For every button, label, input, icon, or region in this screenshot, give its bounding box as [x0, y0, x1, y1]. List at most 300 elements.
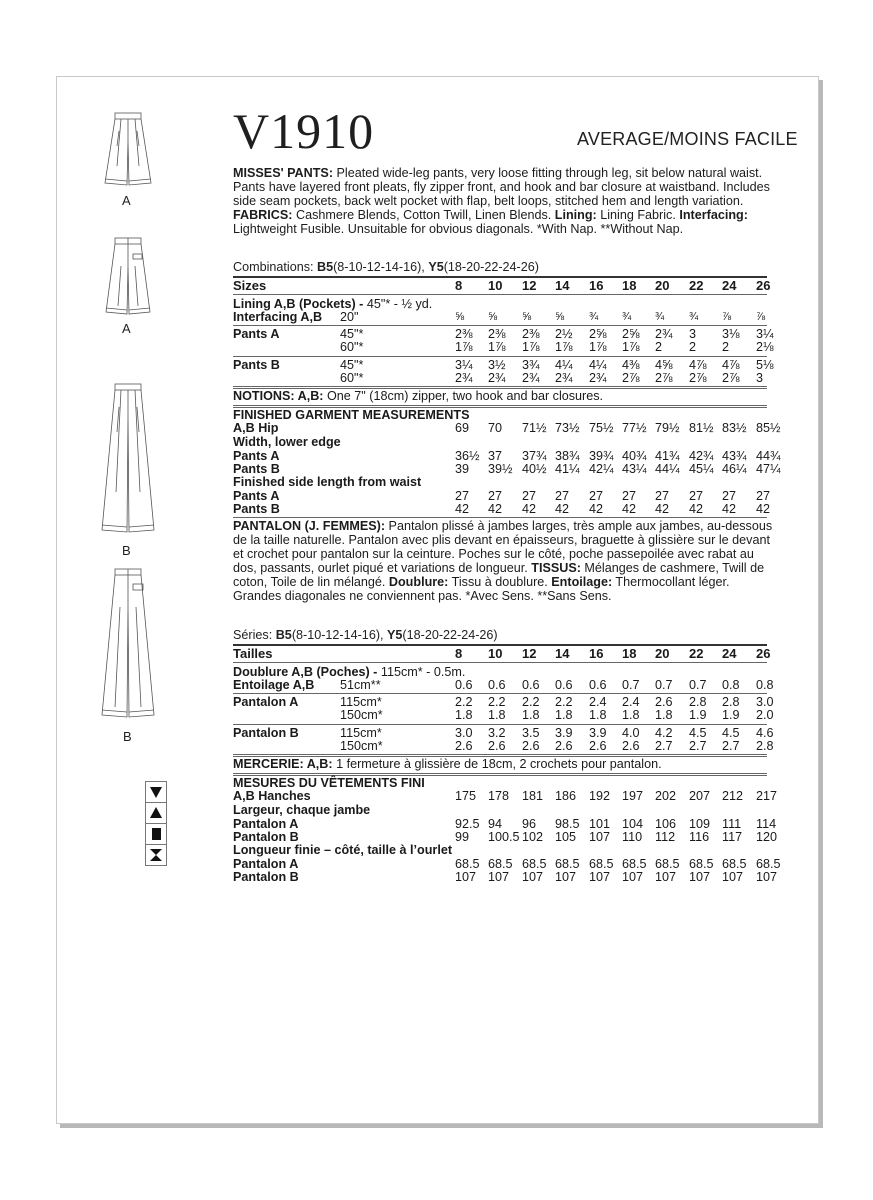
cell-value: 47¼ [756, 462, 781, 476]
fabric-width: 150cm* [340, 739, 383, 753]
cell-value: 18 [622, 278, 637, 293]
sizes-header-row [233, 647, 773, 660]
cell-value: 1.9 [689, 708, 707, 722]
cell-value: 3⅛ [722, 327, 740, 341]
cell-value: 1.9 [722, 708, 740, 722]
cell-value: 42¾ [689, 449, 714, 463]
difficulty-label: AVERAGE/MOINS FACILE [577, 129, 798, 149]
cell-value: 39½ [488, 462, 513, 476]
layout-symbols [145, 781, 167, 866]
cell-value: 107 [455, 870, 477, 884]
cell-value: 27 [488, 489, 503, 503]
cell-value: 2.6 [488, 739, 506, 753]
cell-value: 207 [689, 789, 711, 803]
cell-value: 3.2 [488, 726, 506, 740]
cell-value: 2⅛ [756, 340, 774, 354]
cell-value: 79½ [655, 421, 680, 435]
cell-value: 98.5 [555, 817, 580, 831]
cell-value: 212 [722, 789, 744, 803]
cell-value: 77½ [622, 421, 647, 435]
pants-b-row-2 [233, 372, 773, 385]
cell-value: 2¾ [655, 327, 673, 341]
cell-value: 0.6 [455, 678, 473, 692]
cell-value: 27 [455, 489, 470, 503]
section-text: 1 fermeture à glissière de 18cm, 2 crochets pour pantalon. [332, 757, 662, 771]
cell-value: 2 [722, 340, 730, 354]
cell-value: 69 [455, 421, 470, 435]
row-label: Entoilage A,B [233, 678, 315, 692]
cell-value: 68.5 [455, 857, 480, 871]
cell-value: 16 [589, 278, 604, 293]
cell-value: 44¼ [655, 462, 680, 476]
cell-value: 94 [488, 817, 503, 831]
cell-value: 1⅞ [522, 340, 540, 354]
cell-value: 2½ [555, 327, 573, 341]
triangle-up-icon [146, 803, 166, 824]
cell-value: 4.6 [756, 726, 774, 740]
cell-value: 202 [655, 789, 677, 803]
cell-value: ¾ [689, 311, 699, 323]
cell-value: 107 [722, 870, 744, 884]
cell-value: 4.5 [722, 726, 740, 740]
cell-value: 120 [756, 830, 778, 844]
lining-value: 115cm* - 0.5m. [380, 665, 466, 679]
cell-value: 42 [722, 502, 737, 516]
fabric-width: 150cm* [340, 708, 383, 722]
row-label: Pantalon B [233, 870, 299, 884]
cell-value: 71½ [522, 421, 547, 435]
row-label: Pants A [233, 449, 280, 463]
combo-y5-sizes: (18-20-22-24-26) [402, 628, 498, 642]
cell-value: 107 [689, 870, 711, 884]
cell-value: 2⅜ [455, 327, 473, 341]
cell-value: 42 [455, 502, 470, 516]
cell-value: 24 [722, 646, 737, 661]
description-en [233, 166, 773, 236]
combinations-fr [233, 628, 498, 642]
tissus-text: Mélanges de cashmere, Twill de coton, Toile de lin mélangé. [233, 561, 765, 590]
cell-value: 109 [689, 817, 711, 831]
cell-value: 43¾ [722, 449, 747, 463]
cell-value: 3.5 [522, 726, 540, 740]
pattern-envelope-back [56, 76, 819, 1124]
doublure-label: Doublure: [388, 575, 449, 590]
cell-value: 100.5 [488, 830, 520, 844]
cell-value: ⅝ [555, 311, 565, 323]
cell-value: 107 [589, 870, 611, 884]
combo-b5-sizes: (8-10-12-14-16), [333, 260, 429, 274]
cell-value: 2¾ [589, 371, 607, 385]
square-icon [146, 824, 166, 845]
cell-value: 2.6 [622, 739, 640, 753]
cell-value: 0.7 [689, 678, 707, 692]
section-label: Longueur finie – côté, taille à l’ourlet [233, 843, 453, 857]
cell-value: 2.6 [522, 739, 540, 753]
cell-value: 68.5 [589, 857, 614, 871]
cell-value: 116 [689, 830, 710, 844]
cell-value: 110 [622, 830, 643, 844]
cell-value: 2.7 [655, 739, 673, 753]
entoilage-label: Entoilage: [551, 575, 613, 590]
cell-value: 42 [522, 502, 537, 516]
sizes-header-row [233, 279, 773, 292]
cell-value: 42¼ [589, 462, 614, 476]
cell-value: ¾ [622, 311, 632, 323]
cell-value: 42 [555, 502, 570, 516]
cell-value: 46¼ [722, 462, 747, 476]
cell-value: 22 [689, 278, 704, 293]
cell-value: 8 [455, 646, 463, 661]
row-label: Pantalon B [233, 830, 299, 844]
tissus-label: TISSUS: [531, 561, 581, 576]
fabric-width: 115cm* [340, 695, 382, 709]
cell-value: 2.6 [655, 695, 673, 709]
cell-value: 2.8 [722, 695, 740, 709]
row-label: Doublure A,B (Poches) - [233, 665, 381, 679]
drawing-label: B [123, 729, 132, 744]
cell-value: 26 [756, 278, 771, 293]
cell-value: 4¼ [589, 358, 607, 372]
cell-value: 186 [555, 789, 577, 803]
cell-value: ⅞ [722, 311, 732, 323]
divider [233, 773, 767, 774]
cell-value: 39 [455, 462, 470, 476]
cell-value: 2 [655, 340, 663, 354]
cell-value: 107 [522, 870, 544, 884]
cell-value: 1⅞ [555, 340, 573, 354]
fabric-width: 60"* [340, 340, 364, 354]
cell-value: 2⅝ [589, 327, 607, 341]
cell-value: 4⅞ [722, 358, 740, 372]
pants-a-front-drawing [103, 111, 153, 191]
row-label: Tailles [233, 646, 273, 661]
pattern-number: V1910 [233, 103, 375, 159]
cell-value: 14 [555, 278, 570, 293]
cell-value: 42 [756, 502, 771, 516]
cell-value: ⅝ [455, 311, 465, 323]
row-label: Pantalon A [233, 817, 299, 831]
cell-value: 4.5 [689, 726, 707, 740]
cell-value: 2⅞ [622, 371, 640, 385]
divider [233, 754, 767, 755]
cell-value: 42 [488, 502, 503, 516]
cell-value: 27 [655, 489, 670, 503]
cell-value: 2⅜ [488, 327, 506, 341]
cell-value: 1⅞ [589, 340, 607, 354]
combo-y5: Y5 [387, 628, 403, 642]
section-label: Width, lower edge [233, 435, 341, 449]
cell-value: 22 [689, 646, 704, 661]
combo-y5: Y5 [428, 260, 444, 274]
cell-value: 2⅜ [522, 327, 540, 341]
cell-value: 2¾ [522, 371, 540, 385]
divider [233, 294, 767, 295]
description-fr [233, 519, 773, 604]
cell-value: 37¾ [522, 449, 547, 463]
cell-value: 43¼ [622, 462, 647, 476]
cell-value: 1.8 [655, 708, 673, 722]
cell-value: 1⅞ [488, 340, 506, 354]
cell-value: 2.2 [455, 695, 473, 709]
length-heading [233, 844, 452, 857]
cell-value: 96 [522, 817, 537, 831]
cell-value: 2.2 [555, 695, 573, 709]
cell-value: 102 [522, 830, 544, 844]
interfacing-label: Interfacing: [679, 208, 748, 223]
cell-value: ¾ [589, 311, 599, 323]
hip-row [233, 789, 778, 803]
row-label: Pants A [233, 489, 280, 503]
cell-value: 12 [522, 278, 537, 293]
lining-value: 45"* - ½ yd. [366, 297, 433, 311]
cell-value: 0.6 [488, 678, 506, 692]
cell-value: 2.4 [622, 695, 640, 709]
cell-value: 42 [655, 502, 670, 516]
doublure-text: Tissu à doublure. [448, 575, 552, 590]
cell-value: 107 [756, 870, 778, 884]
cell-value: 42 [622, 502, 637, 516]
cell-value: 2.7 [689, 739, 707, 753]
divider [233, 662, 767, 663]
cell-value: 107 [622, 870, 644, 884]
cell-value: 18 [622, 646, 637, 661]
cell-value: 2.6 [455, 739, 473, 753]
combo-b5-sizes: (8-10-12-14-16), [291, 628, 388, 642]
fabric-width: 45"* [340, 327, 364, 341]
section-label: NOTIONS: A,B: [233, 389, 324, 403]
length-heading [233, 476, 421, 489]
cell-value: 1.8 [555, 708, 573, 722]
cell-value: 101 [589, 817, 611, 831]
cell-value: 192 [589, 789, 611, 803]
cell-value: 10 [488, 646, 503, 661]
section-label: MERCERIE: A,B: [233, 757, 333, 771]
divider [233, 356, 767, 357]
cell-value: 2¾ [455, 371, 473, 385]
combo-y5-sizes: (18-20-22-24-26) [443, 260, 539, 274]
cell-value: 20 [655, 646, 670, 661]
cell-value: 4⅝ [655, 358, 673, 372]
cell-value: 0.6 [555, 678, 573, 692]
cell-value: 181 [522, 789, 544, 803]
cell-value: 42 [589, 502, 604, 516]
cell-value: 197 [622, 789, 644, 803]
cell-value: 107 [488, 870, 510, 884]
cell-value: 3 [689, 327, 697, 341]
cell-value: 4.0 [622, 726, 640, 740]
cell-value: 27 [722, 489, 737, 503]
cell-value: 175 [455, 789, 477, 803]
cell-value: 178 [488, 789, 510, 803]
divider [233, 693, 767, 694]
cell-value: 41¾ [655, 449, 680, 463]
row-label: Lining A,B (Pockets) - [233, 297, 367, 311]
row-label: A,B Hip [233, 421, 279, 435]
cell-value: 2 [689, 340, 697, 354]
cell-value: 45¼ [689, 462, 714, 476]
cell-value: 2⅞ [655, 371, 673, 385]
cell-value: 4¼ [555, 358, 573, 372]
row-label: Pants B [233, 462, 280, 476]
cell-value: 0.7 [655, 678, 673, 692]
cell-value: 68.5 [522, 857, 547, 871]
cell-value: 99 [455, 830, 470, 844]
divider [233, 724, 767, 725]
cell-value: 85½ [756, 421, 781, 435]
width-heading [233, 804, 370, 817]
cell-value: ⅝ [488, 311, 498, 323]
row-label: Pantalon A [233, 857, 299, 871]
drawing-label: B [122, 543, 131, 558]
cell-value: 1.8 [622, 708, 640, 722]
cell-value: 1⅞ [622, 340, 640, 354]
cell-value: 27 [522, 489, 537, 503]
cell-value: 70 [488, 421, 503, 435]
cell-value: 39¾ [589, 449, 614, 463]
pants-a-back-drawing [103, 236, 153, 320]
divider [233, 517, 767, 518]
cell-value: 2⅞ [689, 371, 707, 385]
divider [233, 325, 767, 326]
drawing-label: A [122, 193, 131, 208]
cell-value: 2¾ [488, 371, 506, 385]
cell-value: 68.5 [655, 857, 680, 871]
cell-value: 111 [722, 817, 742, 831]
cell-value: 2.8 [689, 695, 707, 709]
cell-value: 12 [522, 646, 537, 661]
row-label: Pants B [233, 502, 280, 516]
fabrics-label: FABRICS: [233, 208, 293, 223]
cell-value: 2.8 [756, 739, 774, 753]
cell-value: 14 [555, 646, 570, 661]
pants-b-front-drawing [100, 382, 156, 542]
row-label: Pantalon A [233, 695, 299, 709]
cell-value: 37 [488, 449, 503, 463]
cell-value: 38¾ [555, 449, 580, 463]
notions [233, 390, 603, 403]
entoilage-text: Thermocollant léger. Grandes diagonales ne conviennent pas. *Avec Sens. **Sans Sens. [233, 575, 730, 604]
section-label: Finished side length from waist [233, 475, 422, 489]
cell-value: 104 [622, 817, 644, 831]
cell-value: 2.2 [488, 695, 506, 709]
row-label: Pants B [233, 358, 280, 372]
cell-value: 0.6 [522, 678, 540, 692]
description-heading: MISSES' PANTS: [233, 166, 334, 180]
cell-value: 4.2 [655, 726, 673, 740]
cell-value: 107 [655, 870, 677, 884]
fabrics-text: Cashmere Blends, Cotton Twill, Linen Blends. [292, 208, 555, 223]
divider [233, 405, 767, 406]
description-text: Pantalon plissé à jambes larges, très ample aux jambes, au-dessous de la taille naturelle. Pantalon avec plis devant en épaisseurs, braguette à glissière sur le devant et crochet pour pantalon sur la ceinture. Poches sur le côté, poche passepoilée avec rabat au dos, passants, ourlet piqué et variations de longueur. [233, 519, 773, 576]
section-label: FINISHED GARMENT MEASUREMENTS [233, 408, 470, 422]
cell-value: 0.8 [756, 678, 774, 692]
cell-value: 106 [655, 817, 677, 831]
cell-value: 3¾ [522, 358, 540, 372]
cell-value: 42 [689, 502, 704, 516]
cell-value: 40½ [522, 462, 547, 476]
section-label: MESURES DU VÊTEMENTS FINI [233, 776, 425, 790]
row-label: Sizes [233, 278, 267, 293]
cell-value: 27 [622, 489, 637, 503]
lining-text: Lining Fabric. [596, 208, 680, 223]
fabric-width: 60"* [340, 371, 364, 385]
cell-value: 73½ [555, 421, 580, 435]
cell-value: 27 [689, 489, 704, 503]
cell-value: 68.5 [555, 857, 580, 871]
interfacing-row [233, 679, 773, 692]
combinations-en [233, 260, 539, 274]
combinations-prefix: Combinations: [233, 260, 317, 274]
cell-value: 1⅞ [455, 340, 473, 354]
pants-b-row-2 [233, 740, 773, 753]
cell-value: 107 [589, 830, 611, 844]
cell-value: 2.2 [522, 695, 540, 709]
width-heading [233, 436, 341, 449]
cell-value: 3½ [488, 358, 506, 372]
interfacing-row [233, 311, 773, 324]
fabric-width: 45"* [340, 358, 364, 372]
cell-value: 68.5 [722, 857, 747, 871]
cell-value: 2¾ [555, 371, 573, 385]
cell-value: 1.8 [589, 708, 607, 722]
cell-value: 117 [722, 830, 743, 844]
cell-value: 3.9 [555, 726, 573, 740]
cell-value: 27 [589, 489, 604, 503]
cell-value: ⅝ [522, 311, 532, 323]
notions [233, 758, 662, 771]
cell-value: 4⅞ [689, 358, 707, 372]
cell-value: 105 [555, 830, 577, 844]
cell-value: 27 [756, 489, 771, 503]
triangle-down-icon [146, 782, 166, 803]
cell-value: 217 [756, 789, 778, 803]
cell-value: 44¾ [756, 449, 781, 463]
cell-value: 3.0 [756, 695, 774, 709]
cell-value: 40¾ [622, 449, 647, 463]
cell-value: 24 [722, 278, 737, 293]
cell-value: 112 [655, 830, 676, 844]
cell-value: 0.7 [622, 678, 640, 692]
cell-value: 2⅝ [622, 327, 640, 341]
row-label: Interfacing A,B [233, 310, 323, 324]
cell-value: ⅞ [756, 311, 766, 323]
cell-value: 2⅞ [722, 371, 740, 385]
cell-value: 2.7 [722, 739, 740, 753]
cell-value: 26 [756, 646, 771, 661]
cell-value: 3¼ [455, 358, 473, 372]
hourglass-icon [146, 845, 166, 865]
pants-b-back-drawing [100, 567, 156, 727]
fabric-width: 51cm** [340, 678, 381, 692]
hip-row [233, 421, 781, 435]
section-label: Largeur, chaque jambe [233, 803, 371, 817]
cell-value: ¾ [655, 311, 665, 323]
cell-value: 5⅛ [756, 358, 774, 372]
fabric-width: 20" [340, 310, 359, 324]
cell-value: 75½ [589, 421, 614, 435]
cell-value: 10 [488, 278, 503, 293]
cell-value: 16 [589, 646, 604, 661]
lining-label: Lining: [554, 208, 597, 223]
cell-value: 3 [756, 371, 764, 385]
fabric-width: 115cm* [340, 726, 382, 740]
cell-value: 0.6 [589, 678, 607, 692]
cell-value: 1.8 [488, 708, 506, 722]
description-text: Pleated wide-leg pants, very loose fitting through leg, sit below natural waist. Pants have layered front pleats, fly zipper front, and hook and bar closure at waistband. Includes side seam pockets, back welt pocket with flap, belt loops, stitched hem and length variation. [233, 166, 770, 209]
row-label: Pants A [233, 327, 280, 341]
row-label: Pantalon B [233, 726, 299, 740]
combo-b5: B5 [317, 260, 334, 274]
